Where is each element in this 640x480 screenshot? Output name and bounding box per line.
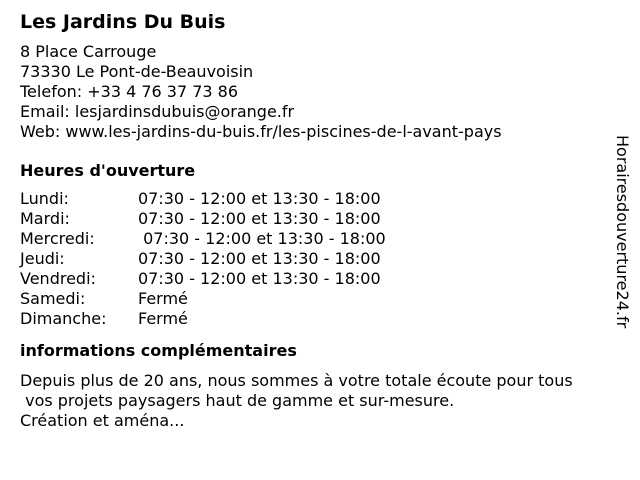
- hours-row-wednesday: [20, 229, 610, 249]
- hours-row-monday: [20, 189, 610, 209]
- day-hours: 07:30 - 12:00 et 13:30 - 18:00: [138, 249, 381, 268]
- hours-row-friday: [20, 269, 610, 289]
- hours-row-thursday: [20, 249, 610, 269]
- info-heading: informations complémentaires: [20, 341, 297, 360]
- business-card: [20, 8, 610, 431]
- day-label: Samedi:: [20, 289, 86, 308]
- business-name: Les Jardins Du Buis: [20, 11, 226, 33]
- site-watermark: Horairesdouverture24.fr: [613, 135, 632, 329]
- day-label: Mardi:: [20, 209, 70, 228]
- hours-heading: Heures d'ouverture: [20, 161, 196, 180]
- address-city: 73330 Le Pont-de-Beauvoisin: [20, 62, 254, 81]
- hours-row-sunday: [20, 309, 610, 329]
- day-label: Vendredi:: [20, 269, 96, 288]
- web-line: Web: www.les-jardins-du-buis.fr/les-piscines-de-l-avant-pays: [20, 122, 502, 141]
- phone-line: Telefon: +33 4 76 37 73 86: [20, 82, 239, 101]
- day-hours: Fermé: [138, 289, 188, 308]
- address-street: 8 Place Carrouge: [20, 42, 157, 61]
- hours-row-saturday: [20, 289, 610, 309]
- info-description: Depuis plus de 20 ans, nous sommes à votre totale écoute pour tous vos projets paysagers haut de gamme et sur-mesure. Création et aména...: [20, 371, 573, 430]
- hours-row-tuesday: [20, 209, 610, 229]
- day-hours: 07:30 - 12:00 et 13:30 - 18:00: [138, 209, 381, 228]
- contact-block: [20, 42, 610, 142]
- day-label: Jeudi:: [20, 249, 65, 268]
- email-line: Email: lesjardinsdubuis@orange.fr: [20, 102, 295, 121]
- day-label: Lundi:: [20, 189, 69, 208]
- hours-table: [20, 189, 610, 329]
- day-hours: Fermé: [138, 309, 188, 328]
- day-hours: 07:30 - 12:00 et 13:30 - 18:00: [138, 229, 386, 248]
- day-hours: 07:30 - 12:00 et 13:30 - 18:00: [138, 269, 381, 288]
- day-hours: 07:30 - 12:00 et 13:30 - 18:00: [138, 189, 381, 208]
- day-label: Dimanche:: [20, 309, 107, 328]
- day-label: Mercredi:: [20, 229, 95, 248]
